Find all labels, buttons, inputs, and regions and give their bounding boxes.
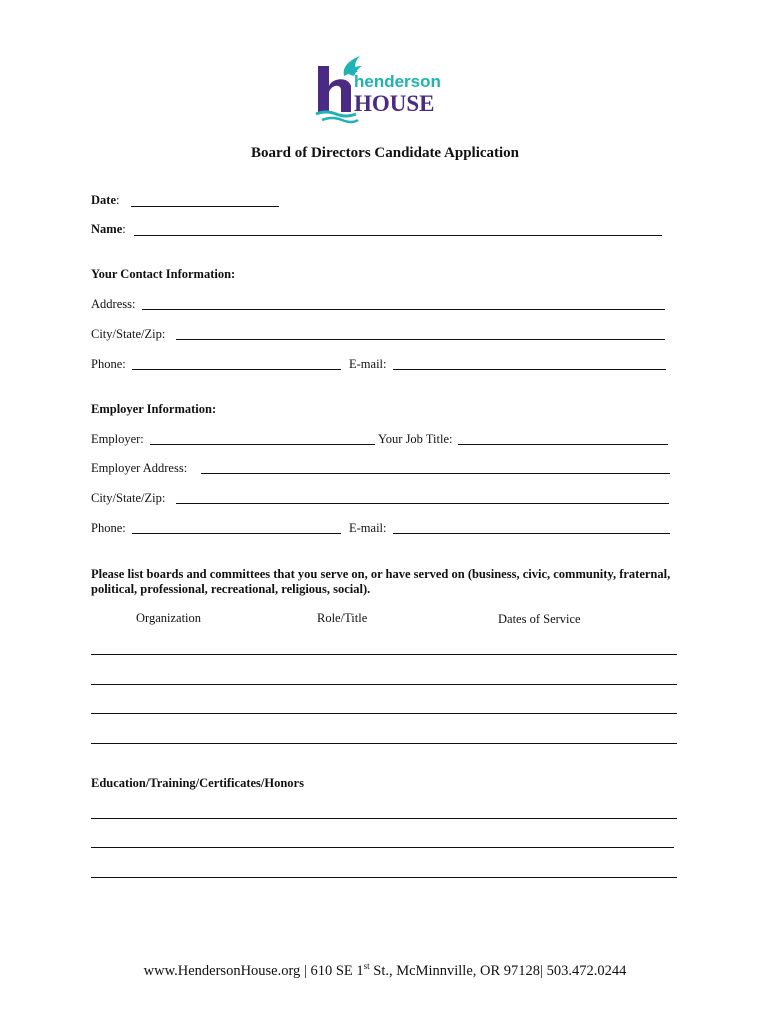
column-role-title: Role/Title bbox=[317, 611, 368, 625]
boards-entry-line-4[interactable] bbox=[91, 743, 677, 744]
employer-label: Employer: bbox=[91, 432, 144, 446]
education-entry-line-1[interactable] bbox=[91, 818, 677, 819]
henderson-house-logo bbox=[314, 54, 454, 124]
employer-address-field[interactable] bbox=[201, 473, 670, 474]
employer-city-state-zip-field[interactable] bbox=[176, 503, 669, 504]
name-label: Name: bbox=[91, 222, 126, 236]
email-field[interactable] bbox=[393, 369, 666, 370]
footer-separator: | bbox=[303, 962, 307, 979]
address-label: Address: bbox=[91, 297, 136, 311]
city-state-zip-label: City/State/Zip: bbox=[91, 327, 166, 341]
city-state-zip-field[interactable] bbox=[176, 339, 665, 340]
education-entry-line-3[interactable] bbox=[91, 877, 677, 878]
logo-text-henderson: henderson bbox=[354, 72, 441, 91]
boards-entry-line-3[interactable] bbox=[91, 713, 677, 714]
boards-entry-line-2[interactable] bbox=[91, 684, 677, 685]
phone-label: Phone: bbox=[91, 357, 126, 371]
footer-website: www.HendersonHouse.org bbox=[143, 962, 301, 979]
employer-email-label: E-mail: bbox=[349, 521, 387, 535]
footer-address: 610 SE 1st St., McMinnville, OR 97128 bbox=[310, 961, 541, 979]
column-dates-of-service: Dates of Service bbox=[498, 612, 581, 626]
footer bbox=[0, 961, 770, 980]
date-field[interactable] bbox=[131, 206, 279, 207]
employer-phone-label: Phone: bbox=[91, 521, 126, 535]
footer-separator-2: | bbox=[540, 962, 543, 979]
date-label: Date: bbox=[91, 193, 120, 207]
job-title-field[interactable] bbox=[458, 444, 668, 445]
employer-phone-field[interactable] bbox=[132, 533, 341, 534]
column-organization: Organization bbox=[136, 611, 202, 625]
contact-heading: Your Contact Information: bbox=[91, 267, 236, 281]
boards-prompt: Please list boards and committees that you serve on, or have served on (business, civic, community, fraternal, political, professional, recreational, religious, social). bbox=[91, 567, 671, 596]
employer-heading: Employer Information: bbox=[91, 402, 217, 416]
employer-email-field[interactable] bbox=[393, 533, 670, 534]
employer-address-label: Employer Address: bbox=[91, 461, 188, 475]
form-title: Board of Directors Candidate Application bbox=[250, 145, 520, 161]
employer-city-state-zip-label: City/State/Zip: bbox=[91, 491, 166, 505]
logo-mark bbox=[314, 54, 454, 124]
phone-field[interactable] bbox=[132, 369, 341, 370]
education-entry-line-2[interactable] bbox=[91, 847, 674, 848]
footer-phone: 503.472.0244 bbox=[546, 962, 627, 979]
name-field[interactable] bbox=[134, 235, 662, 236]
job-title-label: Your Job Title: bbox=[378, 432, 453, 446]
boards-entry-line-1[interactable] bbox=[91, 654, 677, 655]
address-field[interactable] bbox=[142, 309, 665, 310]
education-heading: Education/Training/Certificates/Honors bbox=[91, 776, 304, 790]
employer-field[interactable] bbox=[150, 444, 375, 445]
email-label: E-mail: bbox=[349, 357, 387, 371]
logo-text-house: HOUSE bbox=[354, 91, 435, 116]
